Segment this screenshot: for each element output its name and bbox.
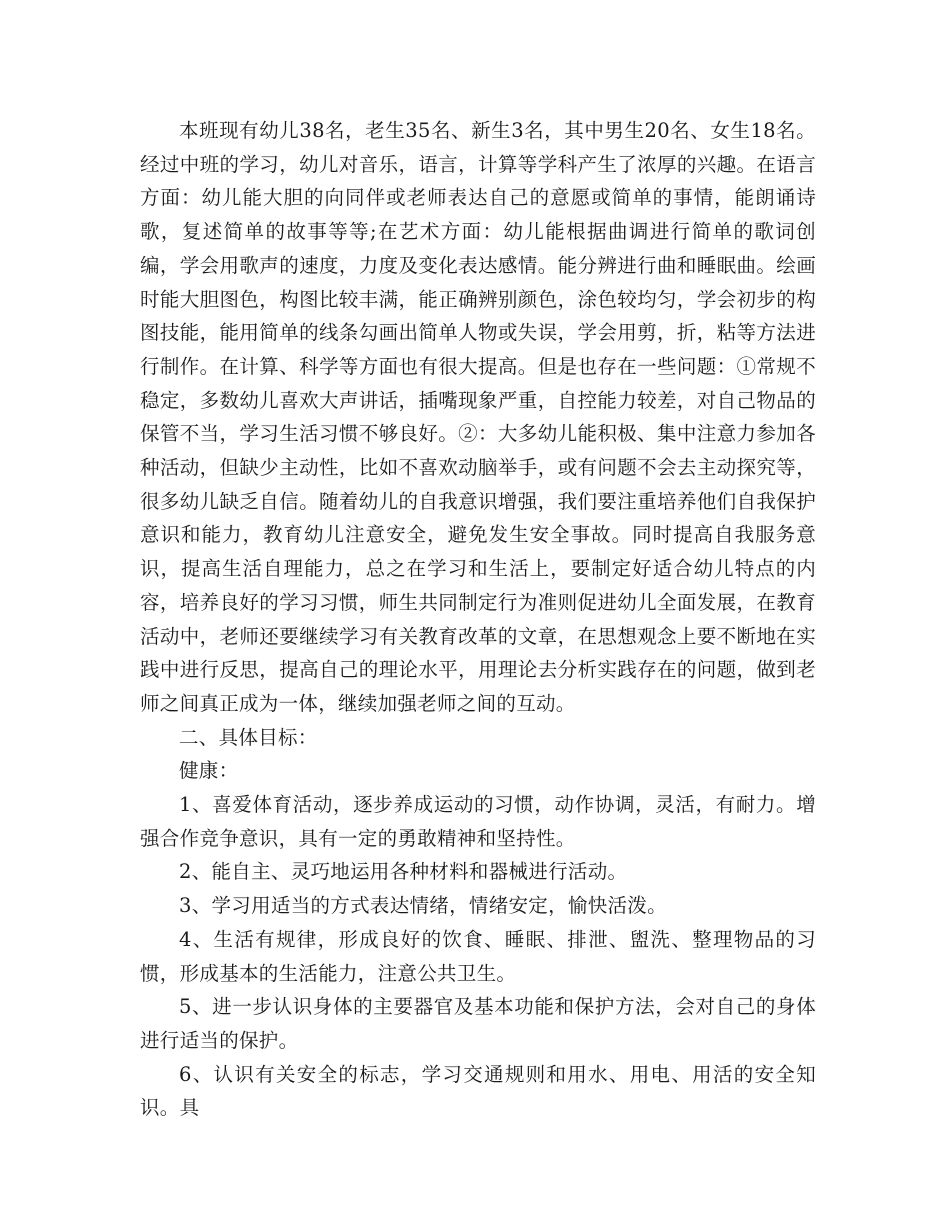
intro-paragraph: 本班现有幼儿38名，老生35名、新生3名，其中男生20名、女生18名。经过中班的学习，幼儿对音乐，语言，计算等学科产生了浓厚的兴趣。在语言方面：幼儿能大胆的向同伴或老师表达自己的意愿或简单的事情，能朗诵诗歌，复述简单的故事等等;在艺术方面：幼儿能根据曲调进行简单的歌词创编，学会用歌声的速度，力度及变化表达感情。能分辨进行曲和睡眠曲。绘画时能大胆图色，构图比较丰满，能正确辨别颜色，涂色较均匀，学会初步的构图技能，能用简单的线条勾画出简单人物或失误，学会用剪，折，粘等方法进行制作。在计算、科学等方面也有很大提高。但是也存在一些问题：①常规不稳定，多数幼儿喜欢大声讲话，插嘴现象严重，自控能力较差，对自己物品的保管不当，学习生活习惯不够良好。②：大多幼儿能积极、集中注意力参加各种活动，但缺少主动性，比如不喜欢动脑举手，或有问题不会去主动探究等，很多幼儿缺乏自信。随着幼儿的自我意识增强，我们要注重培养他们自我保护意识和能力，教育幼儿注意安全，避免发生安全事故。同时提高自我服务意识，提高生活自理能力，总之在学习和生活上，要制定好适合幼儿特点的内容，培养良好的学习习惯，师生共同制定行为准则促进幼儿全面发展，在教育活动中，老师还要继续学习有关教育改革的文章，在思想观念上要不断地在实践中进行反思，提高自己的理论水平，用理论去分析实践存在的问题，做到老师之间真正成为一体，继续加强老师之间的互动。 — [140, 119, 816, 715]
goal-item: 5、进一步认识身体的主要器官及基本功能和保护方法，会对自己的身体进行适当的保护。 — [140, 995, 816, 1052]
goal-item: 2、能自主、灵巧地运用各种材料和器械进行活动。 — [179, 860, 628, 884]
goal-item: 1、喜爱体育活动，逐步养成运动的习惯，动作协调，灵活，有耐力。增强合作竞争意识，具有一定的勇敢精神和坚持性。 — [140, 793, 816, 850]
section-heading: 二、具体目标： — [179, 725, 318, 749]
goal-item: 3、学习用适当的方式表达情绪，情绪安定，愉快活泼。 — [179, 894, 667, 918]
document-body — [140, 114, 816, 1125]
goal-item: 4、生活有规律，形成良好的饮食、睡眠、排泄、盥洗、整理物品的习惯，形成基本的生活能力，注意公共卫生。 — [140, 927, 816, 985]
goal-item: 6、认识有关安全的标志，学习交通规则和用水、用电、用活的安全知识。具 — [140, 1062, 816, 1120]
subsection-heading: 健康： — [179, 759, 239, 783]
